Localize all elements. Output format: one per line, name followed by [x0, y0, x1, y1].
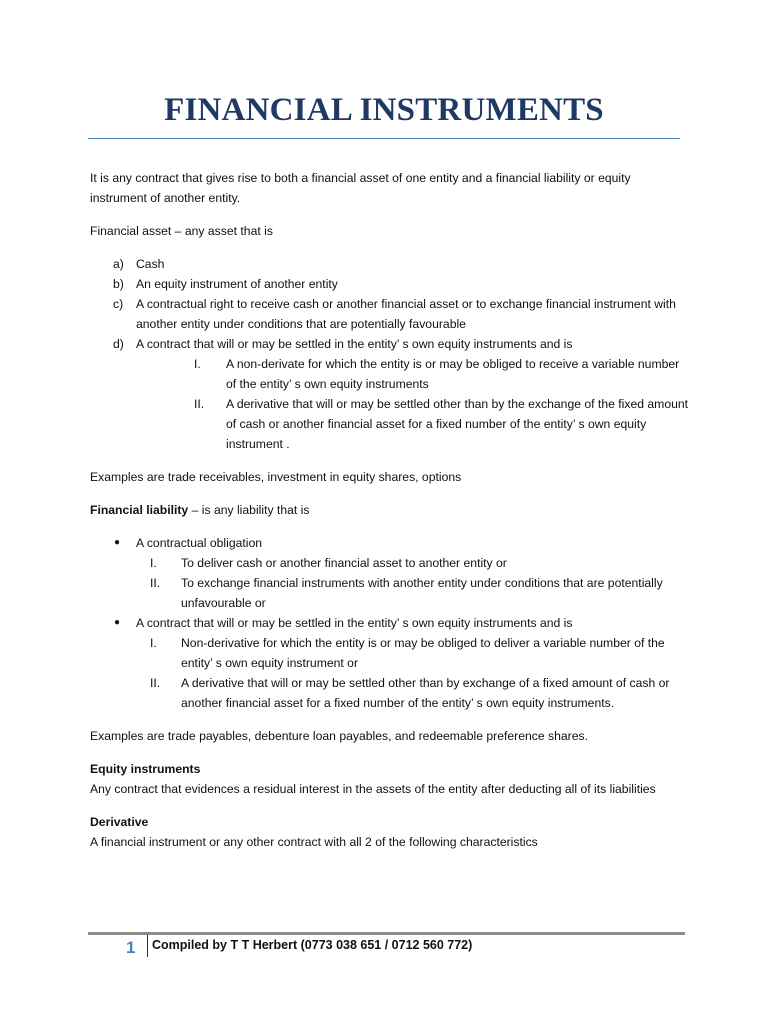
bullet-item [90, 613, 690, 633]
list-marker: I. [150, 636, 157, 650]
list-marker: d) [113, 337, 124, 351]
bullet-icon: ● [114, 537, 121, 548]
financial-liability-definition: – is any liability that is [188, 503, 310, 517]
intro-paragraph: It is any contract that gives rise to both a financial asset of one entity and a financial liability or equity instrument of another entity. [90, 171, 631, 205]
list-marker: II. [150, 676, 161, 690]
list-item [90, 294, 690, 334]
footer-credit: Compiled by T T Herbert (0773 038 651 / 0712 560 772) [152, 938, 473, 952]
title-underline [88, 138, 680, 139]
list-item-text: A contractual right to receive cash or another financial asset or to exchange financial instrument with another entity under conditions that are potentially favourable [136, 297, 676, 331]
list-item-text: A derivative that will or may be settled other than by exchange of a fixed amount of cash or another financial asset for a fixed number of the entity’ s own equity instruments. [181, 676, 670, 710]
financial-liability-list [90, 533, 690, 713]
list-marker: b) [113, 277, 124, 291]
list-item-text: To exchange financial instruments with another entity under conditions that are potentially unfavourable or [181, 576, 663, 610]
list-marker: I. [194, 357, 201, 371]
financial-asset-heading [90, 221, 690, 241]
financial-asset-definition: – any asset that is [171, 224, 273, 238]
list-item [90, 254, 690, 274]
list-item [90, 274, 690, 294]
list-item-text: To deliver cash or another financial asset to another entity or [181, 556, 507, 570]
sub-list-item [90, 394, 690, 454]
list-item-text: A contractual obligation [136, 536, 263, 550]
financial-liability-examples: Examples are trade payables, debenture loan payables, and redeemable preference shares. [90, 729, 588, 743]
list-marker: c) [113, 297, 124, 311]
sub-list-item [90, 633, 690, 673]
list-marker: a) [113, 257, 124, 271]
derivative-heading: Derivative [90, 815, 149, 829]
page-number: 1 [126, 938, 136, 957]
list-marker: I. [150, 556, 157, 570]
financial-liability-heading [90, 500, 690, 520]
list-item-text: A non-derivate for which the entity is or may be obliged to receive a variable number of the entity’ s own equity instruments [226, 357, 680, 391]
equity-heading: Equity instruments [90, 762, 201, 776]
list-item-text: Non-derivative for which the entity is or may be obliged to deliver a variable number of the entity’ s own equity instrument or [181, 636, 665, 670]
list-item-text: An equity instrument of another entity [136, 277, 338, 291]
list-marker: II. [194, 397, 205, 411]
financial-asset-examples: Examples are trade receivables, investment in equity shares, options [90, 470, 462, 484]
list-item-text: Cash [136, 257, 165, 271]
equity-definition: Any contract that evidences a residual interest in the assets of the entity after deducting all of its liabilities [90, 782, 656, 796]
list-item-text: A contract that will or may be settled in the entity’ s own equity instruments and is [136, 337, 573, 351]
page-title: FINANCIAL INSTRUMENTS [164, 92, 604, 128]
list-marker: II. [150, 576, 161, 590]
financial-liability-term: Financial liability [90, 503, 189, 517]
sub-list-item [90, 573, 690, 613]
list-item-text: A contract that will or may be settled in the entity’ s own equity instruments and is [136, 616, 573, 630]
list-item [90, 334, 690, 354]
derivative-definition: A financial instrument or any other contract with all 2 of the following characteristics [90, 835, 538, 849]
bullet-icon: ● [114, 617, 121, 628]
bullet-item [90, 533, 690, 553]
sub-list-item [90, 354, 690, 394]
sub-list-item [90, 553, 690, 573]
footer-rule [88, 932, 685, 935]
document-body [90, 168, 690, 852]
list-item-text: A derivative that will or may be settled other than by the exchange of the fixed amount of cash or another financial asset for a fixed number of the entity’ s own equity instrument . [226, 397, 689, 451]
financial-asset-term: Financial asset [90, 224, 172, 238]
footer-divider [147, 935, 148, 957]
financial-asset-list [90, 254, 690, 454]
sub-list-item [90, 673, 690, 713]
